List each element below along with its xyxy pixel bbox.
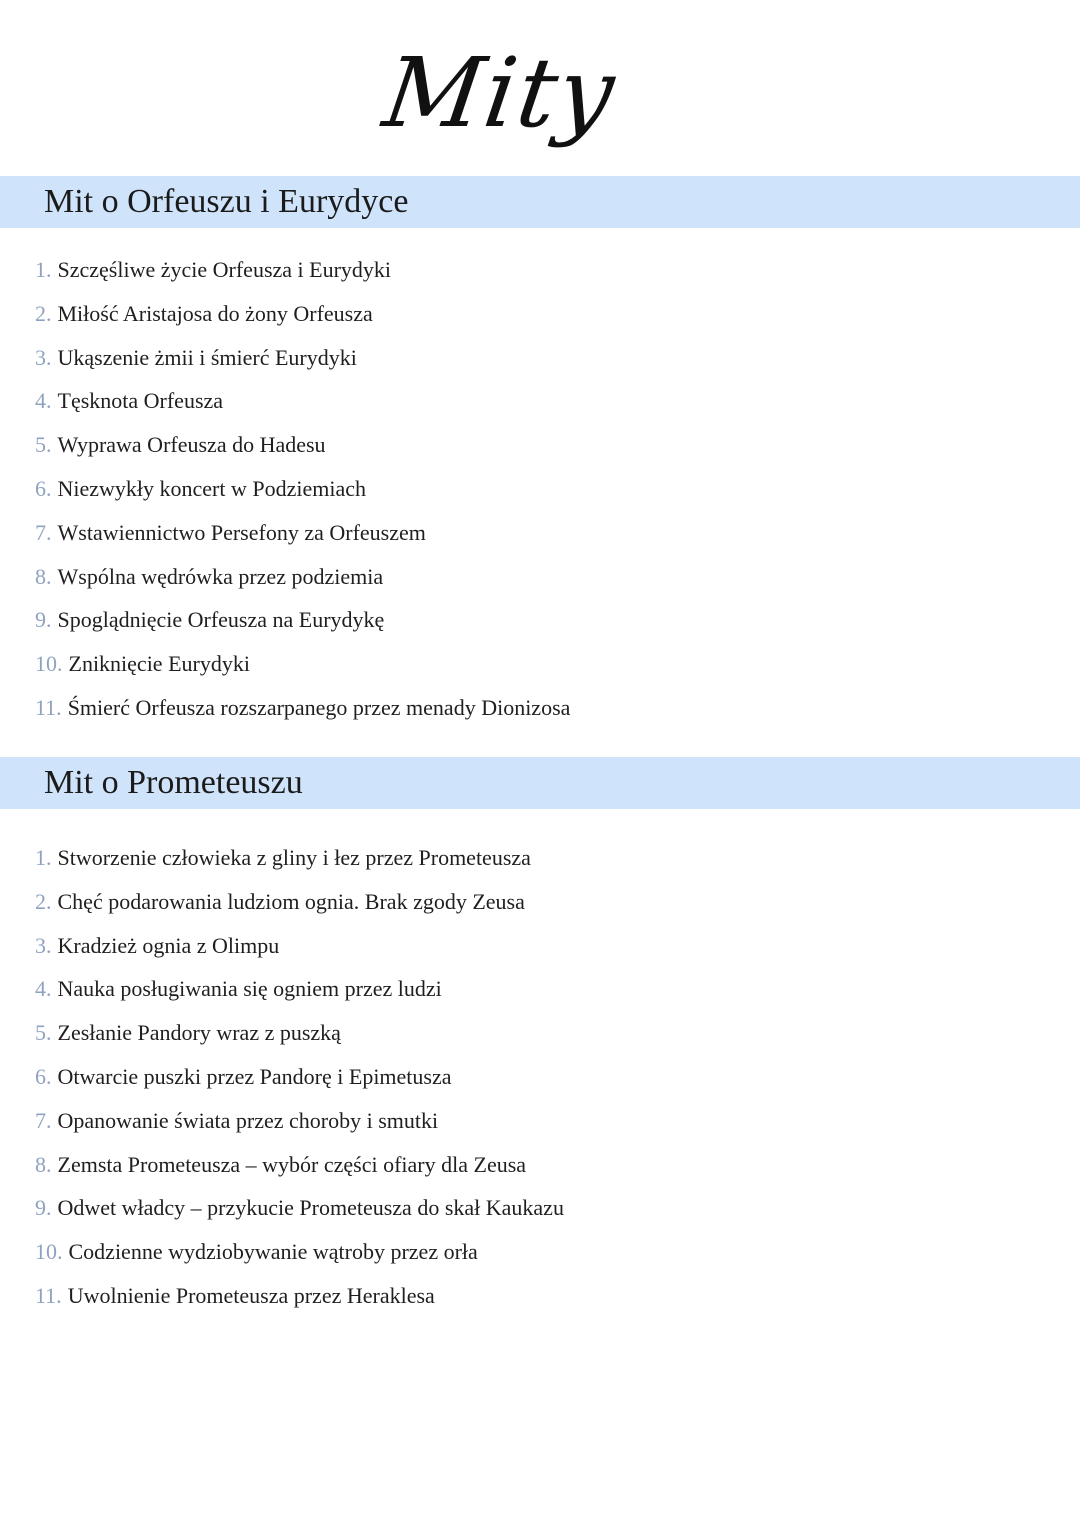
- item-number: 2.: [35, 888, 52, 914]
- list-item: [35, 1186, 564, 1230]
- item-number: 2.: [35, 300, 52, 326]
- item-text: Tęsknota Orfeusza: [57, 388, 224, 414]
- item-text: Zesłanie Pandory wraz z puszką: [57, 1020, 341, 1046]
- item-number: 6.: [35, 1063, 52, 1089]
- page-title: Mity: [377, 37, 623, 149]
- list-item: [35, 967, 564, 1011]
- item-number: 1.: [35, 257, 52, 282]
- list-item: [35, 598, 570, 642]
- item-text: Zemsta Prometeusza – wybór części ofiary dla Zeusa: [57, 1151, 527, 1177]
- item-number: 1.: [35, 845, 52, 870]
- section-header-orfeusz: [0, 176, 1080, 228]
- item-number: 3.: [35, 344, 52, 370]
- item-text: Zniknięcie Eurydyki: [68, 651, 250, 677]
- item-text: Wspólna wędrówka przez podziemia: [57, 563, 384, 589]
- list-item: [35, 248, 570, 292]
- item-text: Nauka posługiwania się ogniem przez ludzi: [57, 976, 442, 1002]
- list-item: [35, 379, 570, 423]
- item-number: 4.: [35, 976, 52, 1002]
- item-number: 11.: [35, 1282, 62, 1308]
- list-item: [35, 1055, 564, 1099]
- list-item: [35, 292, 570, 336]
- item-text: Niezwykły koncert w Podziemiach: [57, 475, 367, 501]
- list-orfeusz: [35, 248, 570, 730]
- item-text: Śmierć Orfeusza rozszarpanego przez menady Dionizosa: [67, 694, 571, 720]
- list-item: [35, 1230, 564, 1274]
- item-text: Ukąszenie żmii i śmierć Eurydyki: [57, 344, 357, 370]
- item-text: Otwarcie puszki przez Pandorę i Epimetusza: [57, 1063, 452, 1089]
- item-number: 11.: [35, 694, 62, 720]
- list-item: [35, 423, 570, 467]
- list-item: [35, 880, 564, 924]
- item-number: 8.: [35, 563, 52, 589]
- item-text: Chęć podarowania ludziom ognia. Brak zgody Zeusa: [57, 888, 525, 914]
- item-number: 10.: [35, 1239, 63, 1265]
- item-number: 10.: [35, 651, 63, 677]
- item-text: Uwolnienie Prometeusza przez Heraklesa: [67, 1282, 435, 1308]
- list-item: [35, 1099, 564, 1143]
- item-text: Miłość Aristajosa do żony Orfeusza: [57, 300, 373, 326]
- item-text: Stworzenie człowieka z gliny i łez przez Prometeusza: [57, 845, 531, 870]
- section-header-prometeusz: [0, 757, 1080, 809]
- list-item: [35, 924, 564, 968]
- list-item: [35, 467, 570, 511]
- item-number: 9.: [35, 607, 52, 633]
- item-number: 5.: [35, 1020, 52, 1046]
- item-number: 9.: [35, 1195, 52, 1221]
- item-number: 7.: [35, 519, 52, 545]
- item-text: Odwet władcy – przykucie Prometeusza do skał Kaukazu: [57, 1195, 564, 1221]
- section-title: Mit o Orfeuszu i Eurydyce: [44, 183, 409, 220]
- list-item: [35, 1143, 564, 1187]
- item-text: Codzienne wydziobywanie wątroby przez orła: [68, 1239, 478, 1265]
- item-text: Wstawiennictwo Persefony za Orfeuszem: [57, 519, 426, 545]
- list-prometeusz: [35, 836, 564, 1318]
- list-item: [35, 642, 570, 686]
- list-item: [35, 511, 570, 555]
- item-text: Kradzież ognia z Olimpu: [57, 932, 280, 958]
- item-text: Wyprawa Orfeusza do Hadesu: [57, 432, 326, 458]
- item-number: 3.: [35, 932, 52, 958]
- item-text: Szczęśliwe życie Orfeusza i Eurydyki: [57, 257, 392, 282]
- item-number: 6.: [35, 475, 52, 501]
- list-item: [35, 1011, 564, 1055]
- list-item: [35, 555, 570, 599]
- list-item: [35, 836, 564, 880]
- section-title: Mit o Prometeuszu: [44, 764, 303, 801]
- item-text: Spoglądnięcie Orfeusza na Eurydykę: [57, 607, 385, 633]
- item-number: 7.: [35, 1107, 52, 1133]
- item-number: 5.: [35, 432, 52, 458]
- item-text: Opanowanie świata przez choroby i smutki: [57, 1107, 439, 1133]
- item-number: 8.: [35, 1151, 52, 1177]
- item-number: 4.: [35, 388, 52, 414]
- list-item: [35, 686, 570, 730]
- list-item: [35, 1274, 564, 1318]
- list-item: [35, 336, 570, 380]
